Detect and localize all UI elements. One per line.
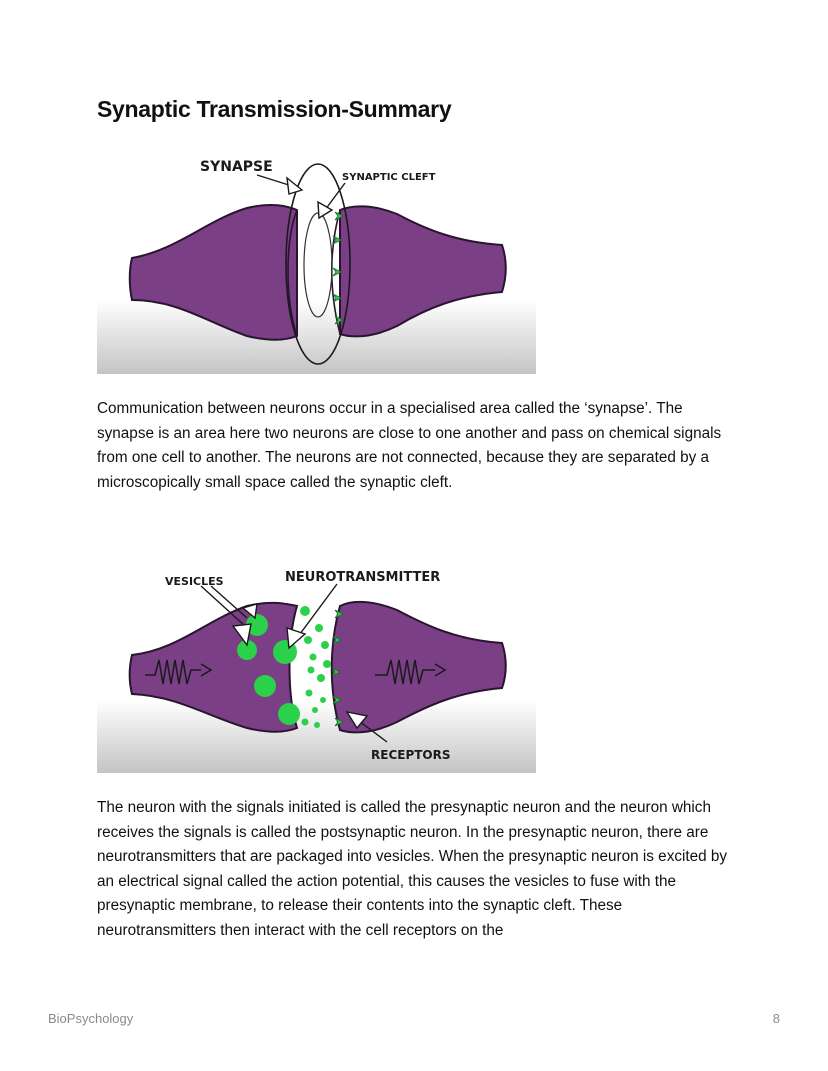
- label-synapse: SYNAPSE: [200, 159, 273, 175]
- transmission-paragraph: The neuron with the signals initiated is called the presynaptic neuron and the neuron which receives the signals is called the postsynaptic neuron. In the presynaptic neuron, there are neurotransmitters that are packaged into vesicles. When the presynaptic neuron is excited by an electrical signal called the action potential, this causes the vesicles to fuse with the presynaptic membrane, to release their contents into the synaptic cleft. These neurotransmitters then interact with the cell receptors on the: [97, 799, 728, 939]
- label-neurotransmitter: NEUROTRANSMITTER: [285, 570, 441, 585]
- footer-title: BioPsychology: [48, 1011, 134, 1026]
- intro-paragraph: Communication between neurons occur in a specialised area called the ‘synapse’. The synapse is an area here two neurons are close to one another and pass on chemical signals from one cell to another. The neurons are not connected, because they are separated by a microscopically small space called the synaptic cleft.: [97, 400, 722, 491]
- label-synaptic-cleft: SYNAPTIC CLEFT: [342, 172, 436, 183]
- page-title: Synaptic Transmission-Summary: [97, 96, 452, 122]
- neurotransmitter-diagram: [97, 560, 536, 773]
- floor-shading: [97, 300, 536, 374]
- synapse-diagram: [97, 150, 536, 374]
- label-receptors: RECEPTORS: [371, 748, 451, 762]
- page-number: 8: [772, 1011, 780, 1026]
- label-vesicles: VESICLES: [165, 575, 224, 588]
